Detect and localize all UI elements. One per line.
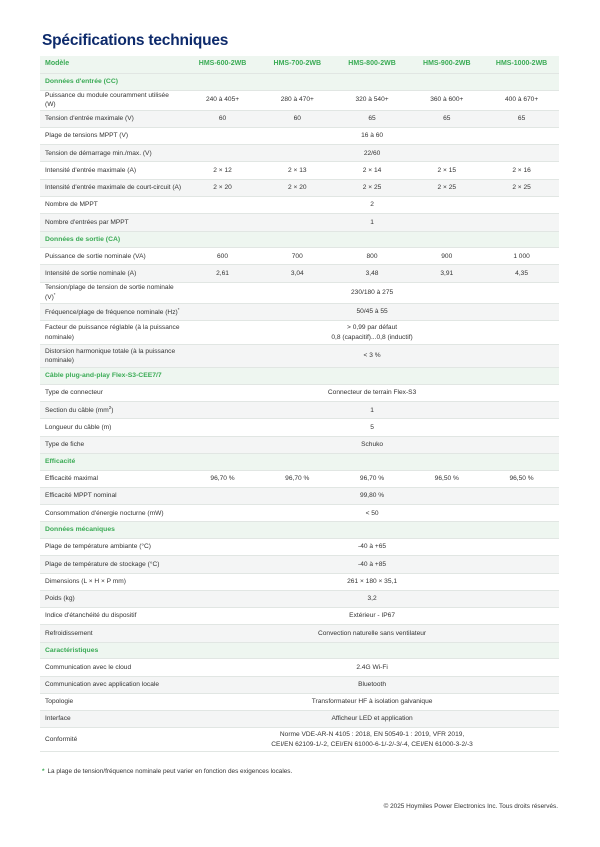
table-row xyxy=(40,321,559,345)
table-row xyxy=(40,659,559,676)
section-header-row xyxy=(40,231,559,248)
value-cell: 360 à 600+ xyxy=(409,90,484,110)
table-row xyxy=(40,693,559,710)
table-row xyxy=(40,110,559,127)
value-cell-merged xyxy=(185,625,559,642)
value-cell: 2 × 20 xyxy=(185,179,260,196)
value-cell-merged xyxy=(185,676,559,693)
value-cell: 2 × 25 xyxy=(409,179,484,196)
row-label-text: Poids (kg) xyxy=(45,595,75,603)
model-column-header: HMS-1000-2WB xyxy=(484,56,559,74)
row-label xyxy=(40,608,185,625)
value-line: Transformateur HF à isolation galvanique xyxy=(311,698,433,706)
spec-table xyxy=(40,56,559,752)
row-label xyxy=(40,711,185,728)
row-label-text: Intensité d'entrée maximale de court-circuit (A) xyxy=(45,184,182,192)
value-cell: 3,04 xyxy=(260,265,335,282)
value-line: 3,2 xyxy=(367,595,377,603)
value-line: 0,8 (capacitif)...0,8 (inductif) xyxy=(331,333,413,341)
value-cell: 280 à 470+ xyxy=(260,90,335,110)
row-label xyxy=(40,384,185,401)
table-row xyxy=(40,538,559,555)
row-label xyxy=(40,573,185,590)
row-label xyxy=(40,590,185,607)
table-row xyxy=(40,487,559,504)
value-line: 5 xyxy=(370,423,374,431)
table-row xyxy=(40,590,559,607)
section-header-row xyxy=(40,368,559,385)
value-cell-merged xyxy=(185,573,559,590)
row-label-text: Facteur de puissance réglable (à la puissance nominale) xyxy=(45,324,180,341)
table-row xyxy=(40,676,559,693)
table-header-row xyxy=(40,56,559,74)
section-title: Données mécaniques xyxy=(40,522,559,539)
section-title: Données d'entrée (CC) xyxy=(40,74,559,91)
row-label-text: Dimensions (L × H × P mm) xyxy=(45,577,126,585)
value-cell: 96,70 % xyxy=(335,470,410,487)
row-label xyxy=(40,282,185,303)
table-row xyxy=(40,197,559,214)
row-label xyxy=(40,693,185,710)
row-label xyxy=(40,487,185,504)
section-header-row xyxy=(40,74,559,91)
value-cell-merged xyxy=(185,556,559,573)
value-line: Bluetooth xyxy=(358,680,387,688)
value-cell: 320 à 540+ xyxy=(335,90,410,110)
value-line: > 0,99 par défaut xyxy=(347,324,398,332)
row-label-text: Efficacité MPPT nominal xyxy=(45,492,117,500)
row-label xyxy=(40,505,185,522)
row-label-text: Fréquence/plage de fréquence nominale (Hz) xyxy=(45,309,178,317)
value-cell-merged xyxy=(185,402,559,419)
row-label xyxy=(40,676,185,693)
row-label xyxy=(40,214,185,231)
table-row xyxy=(40,728,559,752)
value-cell: 2 × 13 xyxy=(260,162,335,179)
value-cell-merged xyxy=(185,282,559,303)
row-label xyxy=(40,110,185,127)
row-label xyxy=(40,248,185,265)
value-cell: 4,35 xyxy=(484,265,559,282)
table-row xyxy=(40,608,559,625)
value-line: 230/180 à 275 xyxy=(350,289,394,297)
value-cell-merged xyxy=(185,304,559,321)
row-label xyxy=(40,659,185,676)
table-row xyxy=(40,282,559,303)
table-row xyxy=(40,90,559,110)
row-label-superscript: 2 xyxy=(108,404,112,410)
row-label xyxy=(40,556,185,573)
page-title: Spécifications techniques xyxy=(42,32,229,49)
value-line: -40 à +85 xyxy=(358,560,387,568)
row-label-suffix: ) xyxy=(111,407,114,415)
row-label-text: Longueur du câble (m) xyxy=(45,423,112,431)
value-line: 50/45 à 55 xyxy=(356,308,388,316)
row-label xyxy=(40,728,185,752)
row-label-text: Plage de température de stockage (°C) xyxy=(45,560,160,568)
table-row xyxy=(40,711,559,728)
row-label-text: Tension d'entrée maximale (V) xyxy=(45,114,134,122)
value-cell: 2 × 15 xyxy=(409,162,484,179)
row-label-text: Interface xyxy=(45,715,71,723)
section-title: Caractéristiques xyxy=(40,642,559,659)
row-label xyxy=(40,145,185,162)
value-cell-merged xyxy=(185,197,559,214)
row-label-text: Topologie xyxy=(45,698,74,706)
row-label-text: Tension/plage de tension de sortie nominale (V) xyxy=(45,283,174,302)
table-row xyxy=(40,625,559,642)
table-row xyxy=(40,573,559,590)
table-row xyxy=(40,556,559,573)
row-label xyxy=(40,538,185,555)
table-row xyxy=(40,179,559,196)
section-header-row xyxy=(40,454,559,471)
value-cell: 600 xyxy=(185,248,260,265)
value-line: Extérieur - IP67 xyxy=(349,612,395,620)
row-label-text: Communication avec application locale xyxy=(45,680,159,688)
value-cell-merged xyxy=(185,214,559,231)
row-label-text: Puissance du module couramment utilisée (W) xyxy=(45,91,169,109)
row-label-text: Intensité de sortie nominale (A) xyxy=(45,269,137,277)
table-row xyxy=(40,304,559,321)
table-row xyxy=(40,127,559,144)
row-label xyxy=(40,304,185,321)
value-cell: 1 000 xyxy=(484,248,559,265)
table-row xyxy=(40,384,559,401)
row-label xyxy=(40,419,185,436)
value-cell: 60 xyxy=(260,110,335,127)
row-label-text: Type de fiche xyxy=(45,441,85,449)
table-row xyxy=(40,470,559,487)
value-line: Connecteur de terrain Flex-S3 xyxy=(327,389,417,397)
table-row xyxy=(40,265,559,282)
row-label-text: Conformité xyxy=(45,735,78,743)
model-header: Modèle xyxy=(40,56,185,74)
model-column-header: HMS-600-2WB xyxy=(185,56,260,74)
value-line: 2.4G Wi-Fi xyxy=(356,663,388,671)
table-row xyxy=(40,419,559,436)
row-label-text: Type de connecteur xyxy=(45,389,103,397)
value-cell: 2 × 20 xyxy=(260,179,335,196)
value-cell-merged xyxy=(185,436,559,453)
section-title: Câble plug-and-play Flex-S3-CEE7/7 xyxy=(40,368,559,385)
model-column-header: HMS-900-2WB xyxy=(409,56,484,74)
row-label xyxy=(40,625,185,642)
section-title: Efficacité xyxy=(40,454,559,471)
row-label-text: Tension de démarrage min./max. (V) xyxy=(45,149,152,157)
value-cell-merged xyxy=(185,321,559,345)
table-row xyxy=(40,214,559,231)
value-cell: 60 xyxy=(185,110,260,127)
row-label xyxy=(40,162,185,179)
value-cell-merged xyxy=(185,419,559,436)
value-cell: 2 × 25 xyxy=(335,179,410,196)
row-label-text: Plage de tensions MPPT (V) xyxy=(45,132,129,140)
row-label xyxy=(40,197,185,214)
value-line: Schuko xyxy=(361,441,384,449)
value-cell-merged xyxy=(185,608,559,625)
value-line: Afficheur LED et application xyxy=(331,715,413,723)
value-cell: 96,70 % xyxy=(185,470,260,487)
value-cell: 65 xyxy=(409,110,484,127)
value-cell: 800 xyxy=(335,248,410,265)
value-cell: 2 × 16 xyxy=(484,162,559,179)
value-cell: 2 × 12 xyxy=(185,162,260,179)
value-cell-merged xyxy=(185,344,559,368)
table-row xyxy=(40,402,559,419)
table-row xyxy=(40,248,559,265)
row-label-text: Indice d'étanchéité du dispositif xyxy=(45,612,137,620)
value-cell-merged xyxy=(185,659,559,676)
value-line: 16 à 60 xyxy=(361,132,384,140)
value-cell: 96,50 % xyxy=(484,470,559,487)
value-cell: 65 xyxy=(335,110,410,127)
value-cell-merged xyxy=(185,693,559,710)
value-line: Norme VDE-AR-N 4105 : 2018, EN 50549-1 : 2019, VFR 2019, xyxy=(279,731,465,739)
value-line: Convection naturelle sans ventilateur xyxy=(318,629,427,637)
model-column-header: HMS-800-2WB xyxy=(335,56,410,74)
footnote-marker: * xyxy=(42,768,45,775)
row-label-text: Distorsion harmonique totale (à la puissance nominale) xyxy=(45,347,176,365)
value-cell: 96,50 % xyxy=(409,470,484,487)
value-cell: 700 xyxy=(260,248,335,265)
value-line: 1 xyxy=(370,406,374,414)
value-line: 22/60 xyxy=(363,149,381,157)
row-label-superscript: * xyxy=(53,292,56,298)
footnote-text: La plage de tension/fréquence nominale peut varier en fonction des exigences locales. xyxy=(47,768,293,775)
row-label-text: Nombre d'entrées par MPPT xyxy=(45,218,129,226)
value-cell: 240 à 405+ xyxy=(185,90,260,110)
row-label xyxy=(40,321,185,345)
row-label xyxy=(40,402,185,419)
value-cell: 2,61 xyxy=(185,265,260,282)
value-cell-merged xyxy=(185,590,559,607)
value-cell-merged xyxy=(185,127,559,144)
model-column-header: HMS-700-2WB xyxy=(260,56,335,74)
footnote xyxy=(42,768,292,775)
value-cell: 96,70 % xyxy=(260,470,335,487)
value-cell: 400 à 670+ xyxy=(484,90,559,110)
row-label-text: Intensité d'entrée maximale (A) xyxy=(45,166,137,174)
value-cell: 65 xyxy=(484,110,559,127)
value-line: < 50 xyxy=(365,509,379,517)
value-cell-merged xyxy=(185,145,559,162)
value-line: 2 xyxy=(370,201,374,209)
row-label-superscript: * xyxy=(177,306,180,312)
value-cell: 3,48 xyxy=(335,265,410,282)
row-label xyxy=(40,179,185,196)
value-line: CEI/EN 62109-1/-2, CEI/EN 61000-6-1/-2/-3/-4, CEI/EN 61000-3-2/-3 xyxy=(271,740,473,748)
row-label xyxy=(40,265,185,282)
row-label xyxy=(40,470,185,487)
row-label xyxy=(40,344,185,368)
row-label-text: Refroidissement xyxy=(45,629,93,637)
value-line: 99,80 % xyxy=(359,492,385,500)
row-label xyxy=(40,127,185,144)
table-row xyxy=(40,505,559,522)
value-line: < 3 % xyxy=(363,352,381,360)
row-label-text: Section du câble (mm xyxy=(45,407,109,415)
table-row xyxy=(40,436,559,453)
value-cell: 2 × 14 xyxy=(335,162,410,179)
row-label-text: Plage de température ambiante (°C) xyxy=(45,543,151,551)
value-line: 261 × 180 × 35,1 xyxy=(347,577,398,585)
row-label-text: Consommation d'énergie nocturne (mW) xyxy=(45,509,164,517)
value-cell-merged xyxy=(185,728,559,752)
value-cell-merged xyxy=(185,505,559,522)
row-label xyxy=(40,90,185,110)
table-row xyxy=(40,162,559,179)
row-label-text: Efficacité maximal xyxy=(45,474,99,482)
row-label-text: Puissance de sortie nominale (VA) xyxy=(45,252,146,260)
value-line: 1 xyxy=(370,218,374,226)
table-row xyxy=(40,145,559,162)
row-label-text: Nombre de MPPT xyxy=(45,201,98,209)
value-cell: 900 xyxy=(409,248,484,265)
value-cell: 3,91 xyxy=(409,265,484,282)
row-label xyxy=(40,436,185,453)
value-cell-merged xyxy=(185,487,559,504)
section-header-row xyxy=(40,522,559,539)
value-cell-merged xyxy=(185,711,559,728)
copyright-notice: © 2025 Hoymiles Power Electronics Inc. Tous droits réservés. xyxy=(383,803,558,810)
value-cell-merged xyxy=(185,384,559,401)
section-title: Données de sortie (CA) xyxy=(40,231,559,248)
row-label-text: Communication avec le cloud xyxy=(45,663,132,671)
table-row xyxy=(40,344,559,368)
value-cell-merged xyxy=(185,538,559,555)
value-line: -40 à +65 xyxy=(358,543,387,551)
value-cell: 2 × 25 xyxy=(484,179,559,196)
section-header-row xyxy=(40,642,559,659)
